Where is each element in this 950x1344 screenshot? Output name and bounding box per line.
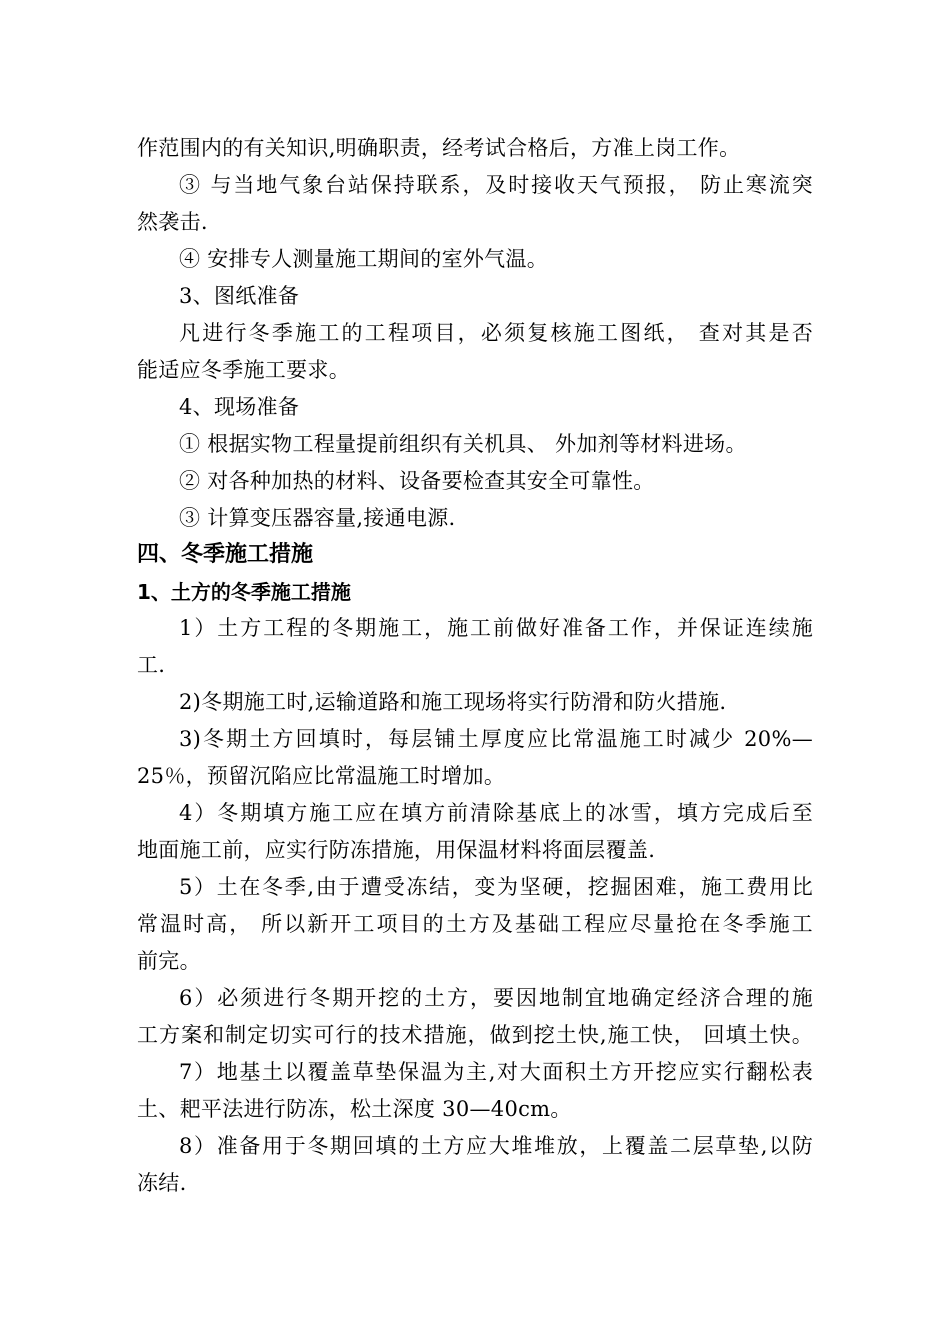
text-line-continuation: 25％，预留沉陷应比常温施工时增加。 — [137, 764, 506, 788]
section-label-site-prep: 4、现场准备 — [179, 395, 300, 419]
list-item-transformer: ③ 计算变压器容量,接通电源. — [179, 506, 456, 530]
text-line-continuation: 常温时高， 所以新开工项目的土方及基础工程应尽量抢在冬季施工 — [137, 912, 813, 936]
subsection-heading-earthwork: 1、土方的冬季施工措施 — [137, 580, 351, 604]
paragraph-item-1: 1）土方工程的冬期施工，施工前做好准备工作，并保证连续施 — [179, 616, 813, 640]
list-item-weather-contact: ③ 与当地气象台站保持联系，及时接收天气预报， 防止寒流突 — [179, 173, 813, 197]
paragraph-item-3: 3)冬期土方回填时，每层铺土厚度应比常温施工时减少 20%— — [179, 727, 813, 751]
text-line-continuation: 然袭击. — [137, 210, 208, 234]
paragraph-item-4: 4）冬期填方施工应在填方前清除基底上的冰雪，填方完成后至 — [179, 801, 813, 825]
paragraph-item-2: 2)冬期施工时,运输道路和施工现场将实行防滑和防火措施. — [179, 690, 727, 714]
paragraph-item-8: 8）准备用于冬期回填的土方应大堆堆放，上覆盖二层草垫,以防 — [179, 1134, 813, 1158]
text-line-continuation: 冻结. — [137, 1171, 187, 1195]
text-line-continuation: 土、耙平法进行防冻，松土深度 30—40cm。 — [137, 1097, 572, 1121]
text-line-continuation: 前完。 — [137, 949, 201, 973]
text-line-continuation: 能适应冬季施工要求。 — [137, 358, 350, 382]
list-item-materials: ① 根据实物工程量提前组织有关机具、 外加剂等材料进场。 — [179, 432, 747, 456]
paragraph-item-6: 6）必须进行冬期开挖的土方，要因地制宜地确定经济合理的施 — [179, 986, 813, 1010]
text-line-continuation: 工方案和制定切实可行的技术措施，做到挖土快,施工快， 回填土快。 — [137, 1023, 813, 1047]
section-heading-winter-measures: 四、冬季施工措施 — [137, 542, 314, 567]
text-line-continuation: 作范围内的有关知识,明确职责，经考试合格后，方准上岗工作。 — [137, 136, 741, 160]
paragraph-item-7: 7）地基土以覆盖草垫保温为主,对大面积土方开挖应实行翻松表 — [179, 1060, 813, 1084]
text-line-continuation: 地面施工前，应实行防冻措施，用保温材料将面层覆盖. — [137, 838, 656, 862]
paragraph-drawing-review: 凡进行冬季施工的工程项目，必须复核施工图纸， 查对其是否 — [179, 321, 813, 345]
list-item-temperature-measure: ④ 安排专人测量施工期间的室外气温。 — [179, 247, 549, 271]
list-item-heating-check: ② 对各种加热的材料、设备要检查其安全可靠性。 — [179, 469, 655, 493]
paragraph-item-5: 5）土在冬季,由于遭受冻结，变为坚硬，挖掘困难，施工费用比 — [179, 875, 813, 899]
section-label-drawing-prep: 3、图纸准备 — [179, 284, 300, 308]
text-line-continuation: 工. — [137, 653, 166, 677]
